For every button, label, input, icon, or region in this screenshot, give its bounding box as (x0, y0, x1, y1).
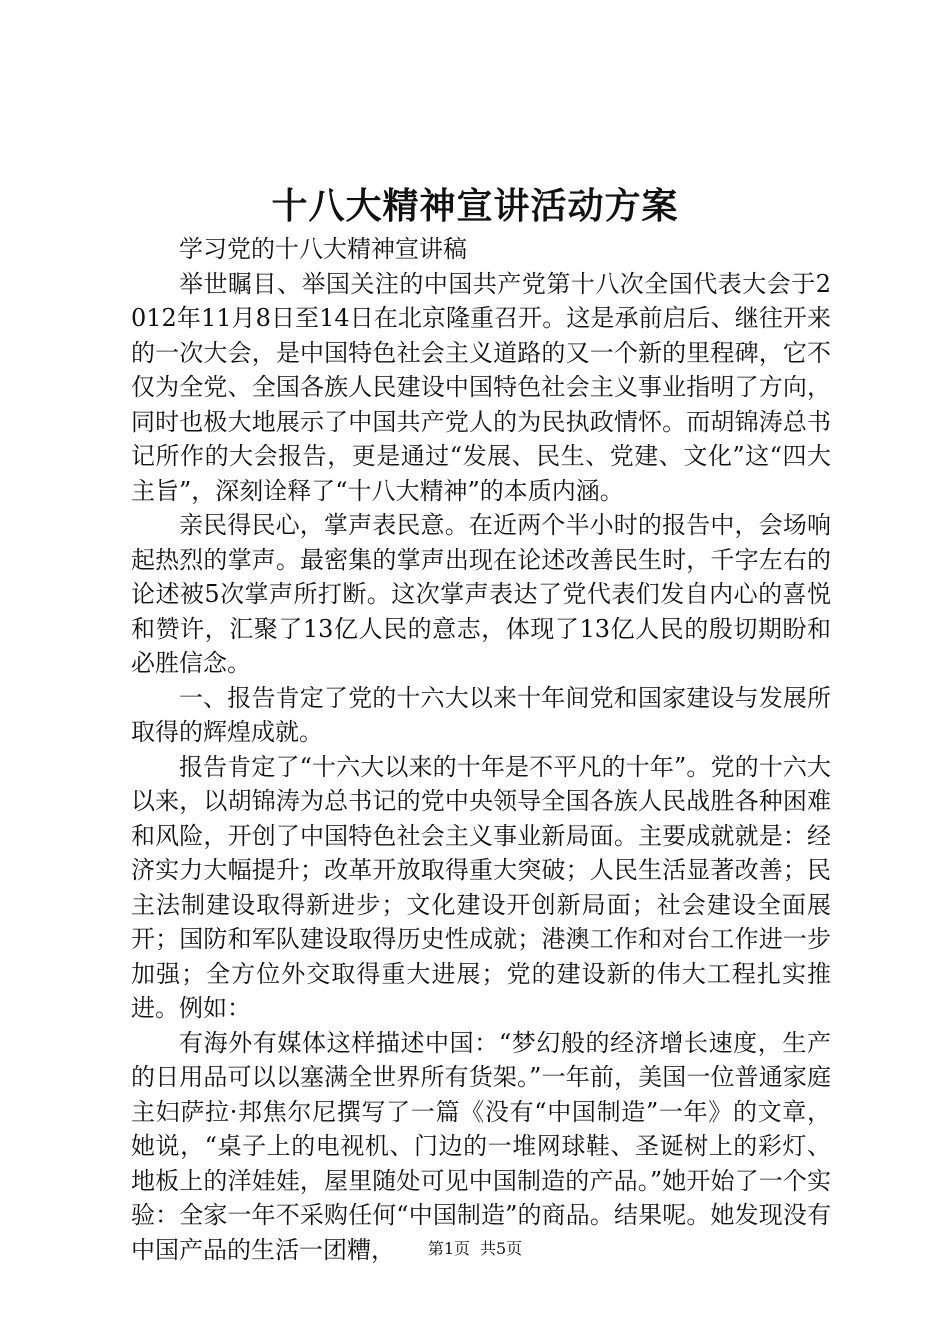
page-footer (0, 1238, 950, 1260)
body-paragraph: 亲民得民心，掌声表民意。在近两个半小时的报告中，会场响起热烈的掌声。最密集的掌声出现在论述改善民生时，千字左右的论述被5次掌声所打断。这次掌声表达了党代表们发自内心的喜悦和赞许，汇聚了13亿人民的意志，体现了13亿人民的殷切期盼和必胜信念。 (131, 511, 831, 677)
page-total: 共5页 (480, 1239, 523, 1258)
body-paragraph: 报告肯定了“十六大以来的十年是不平凡的十年”。党的十六大以来，以胡锦涛为总书记的党中央领导全国各族人民战胜各种困难和风险，开创了中国特色社会主义事业新局面。主要成就就是：经济实力大幅提升；改革开放取得重大突破；人民生活显著改善；民主法制建设取得新进步；文化建设开创新局面；社会建设全面展开；国防和军队建设取得历史性成就；港澳工作和对台工作进一步加强；全方位外交取得重大进展；党的建设新的伟大工程扎实推进。例如： (131, 752, 831, 1022)
body-paragraph: 举世瞩目、举国关注的中国共产党第十八次全国代表大会于2012年11月8日至14日在北京隆重召开。这是承前启后、继往开来的一次大会，是中国特色社会主义道路的又一个新的里程碑，它不仅为全党、全国各族人民建设中国特色社会主义事业指明了方向，同时也极大地展示了中国共产党人的为民执政情怀。而胡锦涛总书记所作的大会报告，更是通过“发展、民生、党建、文化”这“四大主旨”，深刻诠释了“十八大精神”的本质内涵。 (131, 269, 831, 505)
body-paragraph: 有海外有媒体这样描述中国：“梦幻般的经济增长速度，生产的日用品可以以塞满全世界所有货架。”一年前，美国一位普通家庭主妇萨拉·邦焦尔尼撰写了一篇《没有“中国制造”一年》的文章，她说，“桌子上的电视机、门边的一堆网球鞋、圣诞树上的彩灯、地板上的洋娃娃，屋里随处可见中国制造的产品。”她开始了一个实验：全家一年不采购任何“中国制造”的商品。结果呢。她发现没有中国产品的生活一团糟， (131, 1028, 831, 1264)
subtitle-paragraph: 学习党的十八大精神宣讲稿 (179, 235, 467, 263)
document-body (131, 232, 831, 1267)
page-number: 第1页 (427, 1239, 470, 1258)
section-heading-paragraph: 一、报告肯定了党的十六大以来十年间党和国家建设与发展所取得的辉煌成就。 (131, 683, 831, 746)
document-title: 十八大精神宣讲活动方案 (271, 185, 679, 227)
